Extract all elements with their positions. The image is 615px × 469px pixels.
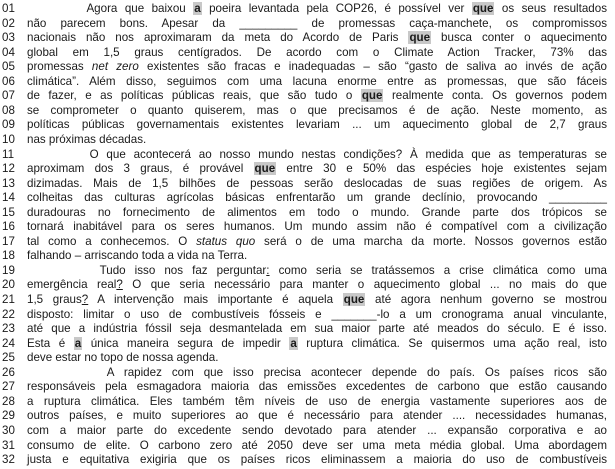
- line-number: 07: [2, 89, 15, 103]
- line-number: 31: [2, 438, 15, 452]
- text-run: ruptura climática. Se quisermos uma ação real, isto: [297, 336, 607, 350]
- line-number: 23: [2, 322, 15, 336]
- highlighted-word: a: [194, 2, 201, 15]
- text-run: climática”. Além disso, seguimos com uma lacuna enorme entre as promessas, que são fáceis: [27, 74, 607, 88]
- text-run: colheitas das culturas agrícolas básicas enfrentarão um grande declínio, provocando _________: [27, 191, 607, 205]
- text-run: poeira levantada pela COP26, é possível ver: [201, 2, 472, 15]
- document-line: [0, 278, 615, 292]
- line-number: 18: [2, 249, 15, 263]
- text-run: com a maior parte do excedente sendo devotado para atender ... expansão corporativa e ao: [27, 423, 607, 437]
- text-run: outros países, e muito superiores ao que é necessário para atender .... necessidades humanas,: [27, 409, 607, 423]
- italic-term: net zero: [91, 60, 139, 74]
- line-number: 14: [2, 191, 15, 205]
- line-number: 03: [2, 31, 15, 45]
- highlighted-word: que: [472, 2, 494, 15]
- line-text: [27, 293, 607, 307]
- text-run: tornará inabitável para os seres humanos. Um mundo assim não é compatível com a civilização: [27, 220, 607, 234]
- highlighted-word: que: [343, 293, 365, 306]
- line-number: 19: [2, 263, 15, 277]
- line-text: [27, 118, 607, 132]
- text-run: 1,5 graus: [27, 293, 82, 306]
- text-run: O que seria necessário para manter o aquecimento global ... no mais do que: [122, 278, 607, 292]
- document-line: [0, 104, 615, 118]
- text-run: justa e equitativa exigiria que os países ricos eliminassem a maioria do uso de combustíveis: [27, 453, 607, 467]
- line-number: 08: [2, 103, 15, 117]
- text-run: O que acontecerá ao nosso mundo nestas condições? À medida que as temperaturas se: [27, 147, 607, 161]
- document-line: [0, 351, 615, 365]
- line-text: [27, 191, 607, 205]
- line-text: [27, 322, 607, 336]
- document-line: [0, 220, 615, 234]
- text-run: nas próximas décadas.: [27, 132, 147, 146]
- line-text: [27, 206, 607, 220]
- text-run: Tudo isso nos faz perguntar: [27, 263, 267, 277]
- line-text: [27, 235, 607, 249]
- text-run: se comprometer o quanto quiserem, mas o que precisamos é de ação. Neste momento, as: [27, 103, 607, 117]
- document-line: [0, 206, 615, 220]
- text-run: realmente conta. Os governos podem: [383, 89, 608, 103]
- document-line: [0, 75, 615, 89]
- highlighted-word: que: [409, 31, 431, 45]
- text-run: políticas públicas governamentais existentes levariam ... um aquecimento global de 2,7 graus: [27, 118, 607, 132]
- document-line: [0, 89, 615, 103]
- document-line: [0, 177, 615, 191]
- line-text: [27, 46, 607, 60]
- underlined-punctuation: :: [266, 263, 270, 277]
- document-line: [0, 60, 615, 74]
- text-run: promessas: [27, 60, 92, 74]
- highlighted-word: que: [254, 162, 276, 176]
- document-line: [0, 308, 615, 322]
- document-line: [0, 264, 615, 278]
- text-run: A intervenção mais importante é aquela: [88, 293, 343, 306]
- line-number: 09: [2, 118, 15, 132]
- text-run: como seria se tratássemos a crise climática como uma: [269, 263, 607, 277]
- underlined-punctuation: ?: [81, 293, 89, 306]
- line-text: [27, 60, 607, 74]
- document-line: [0, 366, 615, 380]
- document-line: [0, 337, 615, 351]
- document-line: [0, 31, 615, 45]
- text-run: de fazer, e as políticas públicas reais, que são tudo o: [27, 89, 361, 103]
- line-number: 04: [2, 45, 15, 59]
- text-run: tal como a conhecemos. O: [27, 234, 197, 248]
- line-number: 26: [2, 365, 15, 379]
- line-number: 17: [2, 234, 15, 248]
- text-run: dizimadas. Mais de 1,5 bilhões de pessoas serão deslocadas de suas regiões de origem. As: [27, 176, 607, 190]
- text-run: nacionais não nos aproximaram da meta do Acordo de Paris: [27, 31, 409, 45]
- text-run: até agora nenhum governo se mostrou: [365, 293, 608, 306]
- text-run: consumo de elite. O carbono zero até 2050 deve ser uma meta média global. Uma abordagem: [27, 438, 607, 452]
- text-run: será o de uma marcha da morte. Nossos governos estão: [255, 234, 608, 248]
- document-line: [0, 17, 615, 31]
- line-number: 21: [2, 293, 15, 306]
- line-text: [27, 104, 607, 118]
- line-text: [27, 439, 607, 453]
- document-line: [0, 395, 615, 409]
- line-number: 22: [2, 307, 15, 321]
- text-run: até que a indústria fóssil seja desmantelada em sua maior parte até meados do século. E é isso.: [27, 322, 607, 336]
- line-number: 25: [2, 351, 15, 365]
- document-line: [0, 118, 615, 132]
- line-text: [27, 177, 607, 191]
- line-number: 05: [2, 60, 15, 74]
- document-line: [0, 162, 615, 176]
- line-number: 02: [2, 16, 15, 30]
- text-run: duradouras no fornecimento de alimentos em todo o mundo. Grande parte dos trópicos se: [27, 205, 607, 219]
- line-text: [27, 89, 607, 103]
- text-run: existentes são fracas e inadequadas – são “gasto de saliva ao invés de ação: [138, 60, 607, 74]
- text-run: deve estar no topo de nossa agenda.: [27, 351, 219, 365]
- text-run: única maneira segura de impedir: [82, 336, 290, 350]
- highlighted-word: que: [361, 89, 383, 103]
- text-run: Esta é: [27, 336, 74, 350]
- line-text: [27, 75, 607, 89]
- line-text: [27, 366, 607, 380]
- document-line: [0, 2, 615, 16]
- line-text: [27, 148, 607, 162]
- document-line: [0, 293, 615, 307]
- text-run: a ruptura climática. Eles também têm níveis de uso de energia vastamente superiores aos de: [27, 394, 607, 408]
- text-run: falhando – arriscando toda a vida na Terra.: [27, 249, 248, 263]
- line-text: [27, 162, 607, 176]
- text-run: não parecem bons. Apesar da _________ de promessas caça-manchete, os compromissos: [27, 16, 607, 30]
- line-text: [27, 133, 607, 147]
- highlighted-word: a: [74, 336, 82, 350]
- line-number: 10: [2, 132, 15, 146]
- line-text: [27, 424, 607, 438]
- document-line: [0, 409, 615, 423]
- text-run: Agora que baixou: [27, 2, 194, 15]
- line-text: [27, 351, 607, 365]
- document-line: [0, 133, 615, 147]
- document-line: [0, 46, 615, 60]
- line-number: 32: [2, 453, 15, 467]
- text-run: busca conter o aquecimento: [431, 31, 607, 45]
- highlighted-word: a: [290, 336, 297, 350]
- text-run: A rapidez com que isso precisa acontecer depende do país. Os países ricos são: [27, 365, 607, 379]
- text-run: global em 1,5 graus centígrados. De acordo com o Climate Action Tracker, 73% das: [27, 45, 607, 59]
- text-run: entre 30 e 50% das espécies hoje existentes sejam: [276, 162, 607, 176]
- line-number: 24: [2, 336, 15, 350]
- line-text: [27, 31, 607, 45]
- line-text: [27, 409, 607, 423]
- line-number: 12: [2, 162, 15, 176]
- line-number: 30: [2, 423, 15, 437]
- document-line: [0, 322, 615, 336]
- document-line: [0, 424, 615, 438]
- line-text: [27, 220, 607, 234]
- document-line: [0, 439, 615, 453]
- line-text: [27, 249, 607, 263]
- line-number: 06: [2, 74, 15, 88]
- line-text: [27, 337, 607, 351]
- line-number: 20: [2, 278, 15, 292]
- text-run: aproximam dos 3 graus, é provável: [27, 162, 254, 176]
- line-text: [27, 264, 607, 278]
- underlined-punctuation: ?: [116, 278, 123, 292]
- text-run: disposto: limitar o uso de combustíveis fósseis e _______-lo a um cronograma anual vinculante,: [27, 307, 607, 321]
- line-text: [27, 278, 607, 292]
- text-run: responsáveis pela esmagadora maioria das emissões excedentes de carbono que estão causando: [27, 380, 607, 394]
- italic-term: status quo: [196, 234, 256, 248]
- line-number: 29: [2, 409, 15, 423]
- line-number: 28: [2, 394, 15, 408]
- line-number: 27: [2, 380, 15, 394]
- line-number: 15: [2, 205, 15, 219]
- document-line: [0, 249, 615, 263]
- line-number: 01: [2, 2, 15, 15]
- line-number: 11: [2, 147, 15, 161]
- line-text: [27, 308, 607, 322]
- document-line: [0, 380, 615, 394]
- document-line: [0, 191, 615, 205]
- line-text: [27, 2, 607, 16]
- document-line: [0, 148, 615, 162]
- text-run: os seus resultados: [494, 2, 607, 15]
- text-run: emergência real: [27, 278, 117, 292]
- document-line: [0, 453, 615, 467]
- line-text: [27, 453, 607, 467]
- line-text: [27, 17, 607, 31]
- line-text: [27, 395, 607, 409]
- line-text: [27, 380, 607, 394]
- document-line: [0, 235, 615, 249]
- line-number: 13: [2, 176, 15, 190]
- line-number: 16: [2, 220, 15, 234]
